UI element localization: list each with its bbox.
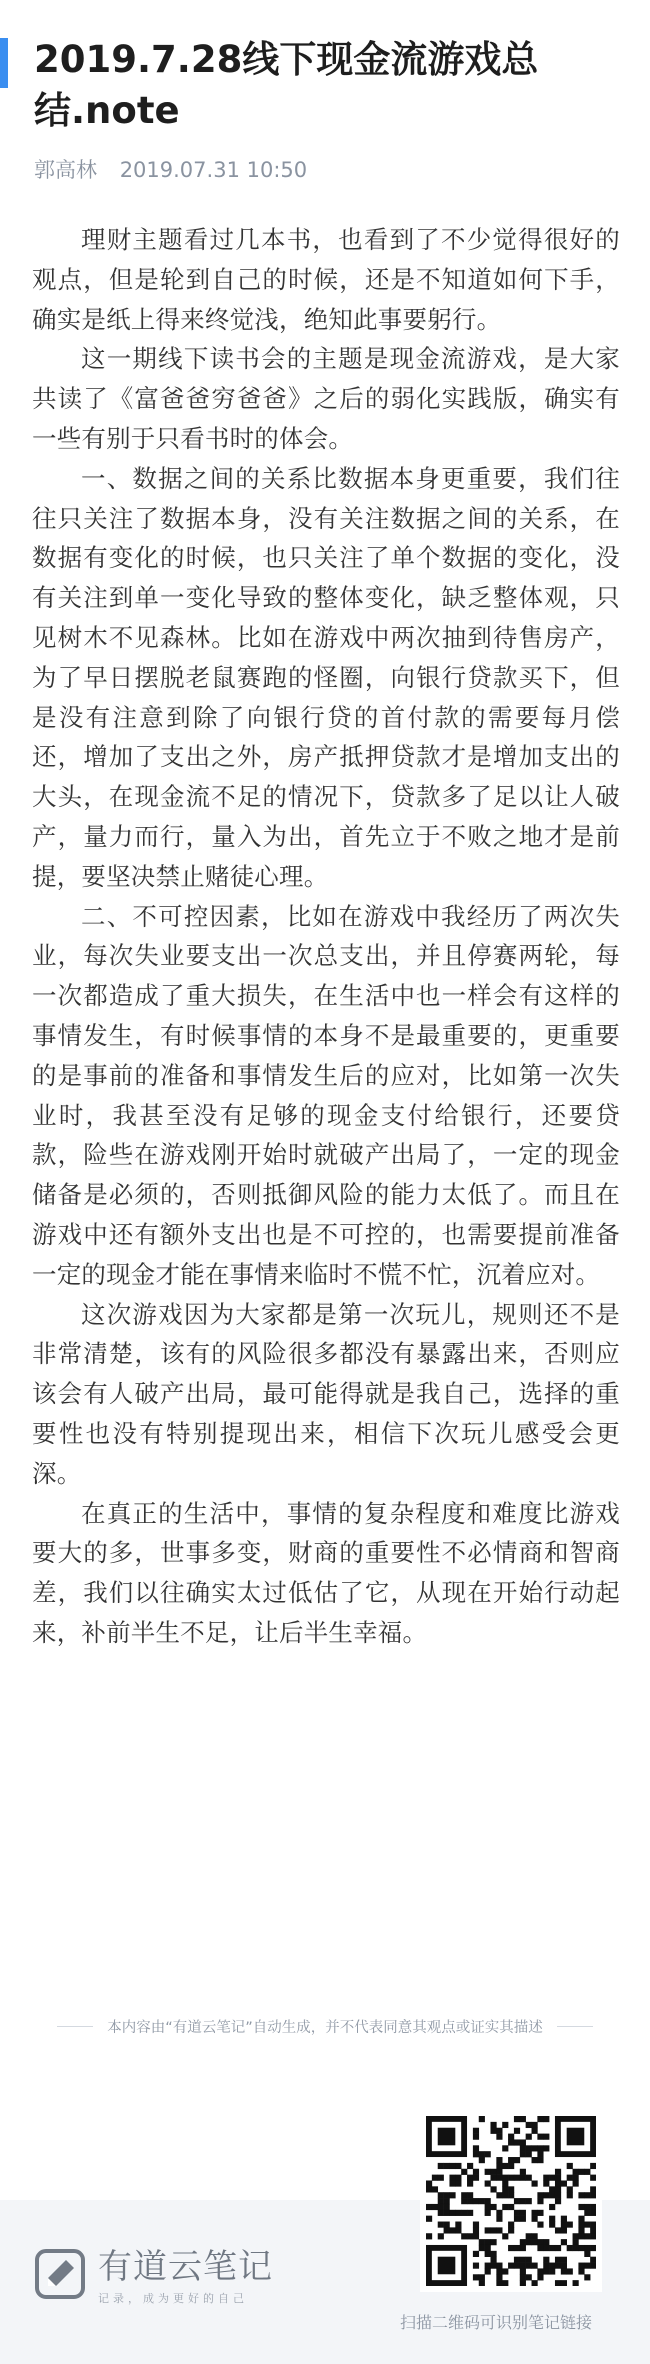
- note-meta: [34, 154, 307, 184]
- title-accent-bar: [0, 38, 8, 88]
- disclaimer: [0, 2016, 650, 2037]
- paragraph-5: 这次游戏因为大家都是第一次玩儿，规则还不是非常清楚，该有的风险很多都没有暴露出来，否则应该会有人破产出局，最可能得就是我自己，选择的重要性也没有特别提现出来，相信下次玩儿感受会更深。: [32, 1299, 620, 1488]
- qr-code-icon[interactable]: [420, 2110, 602, 2292]
- paragraph-1: 理财主题看过几本书，也看到了不少觉得很好的观点，但是轮到自己的时候，还是不知道如何下手，确实是纸上得来终觉浅，绝知此事要躬行。: [32, 225, 620, 334]
- paragraph-6: 在真正的生活中，事情的复杂程度和难度比游戏要大的多，世事多变，财商的重要性不必情商和智商差，我们以往确实太过低估了它，从现在开始行动起来，补前半生不足，让后半生幸福。: [32, 1498, 620, 1647]
- brand-slogan: 记录，成为更好的自己: [98, 2292, 248, 2305]
- youdao-note-logo-icon: [34, 2248, 86, 2300]
- scan-hint: 扫描二维码可识别笔记链接: [400, 2313, 593, 2332]
- paragraph-4: 二、不可控因素，比如在游戏中我经历了两次失业，每次失业要支出一次总支出，并且停赛两轮，每一次都造成了重大损失，在生活中也一样会有这样的事情发生，有时候事情的本身不是最重要的，更重要的是事前的准备和事情发生后的应对，比如第一次失业时，我甚至没有足够的现金支付给银行，还要贷款，险些在游戏刚开始时就破产出局了，一定的现金储备是必须的，否则抵御风险的能力太低了。而且在游戏中还有额外支出也是不可控的，也需要提前准备一定的现金才能在事情来临时不慌不忙，沉着应对。: [32, 901, 620, 1289]
- brand: [34, 2248, 273, 2306]
- paragraph-2: 这一期线下读书会的主题是现金流游戏，是大家共读了《富爸爸穷爸爸》之后的弱化实践版，确实有一些有别于只看书时的体会。: [32, 344, 620, 453]
- paragraph-3: 一、数据之间的关系比数据本身更重要，我们往往只关注了数据本身，没有关注数据之间的关系，在数据有变化的时候，也只关注了单个数据的变化，没有关注到单一变化导致的整体变化，缺乏整体观，只见树木不见森林。比如在游戏中两次抽到待售房产，为了早日摆脱老鼠赛跑的怪圈，向银行贷款买下，但是没有注意到除了向银行贷的首付款的需要每月偿还，增加了支出之外，房产抵押贷款才是增加支出的大头，在现金流不足的情况下，贷款多了足以让人破产，量力而行，量入为出，首先立于不败之地才是前提，要坚决禁止赌徒心理。: [32, 463, 620, 891]
- brand-name: 有道云笔记: [98, 2247, 273, 2287]
- note-date: 2019.07.31 10:50: [119, 158, 308, 182]
- qr-code-graphic: [426, 2116, 596, 2286]
- note-body: [32, 220, 620, 1653]
- author-name: 郭高林: [34, 158, 97, 182]
- disclaimer-text: 本内容由“有道云笔记”自动生成，并不代表同意其观点或证实其描述: [107, 2020, 543, 2036]
- divider-left: [57, 2026, 93, 2027]
- note-title: 2019.7.28线下现金流游戏总结.note: [34, 38, 539, 132]
- divider-right: [557, 2026, 593, 2027]
